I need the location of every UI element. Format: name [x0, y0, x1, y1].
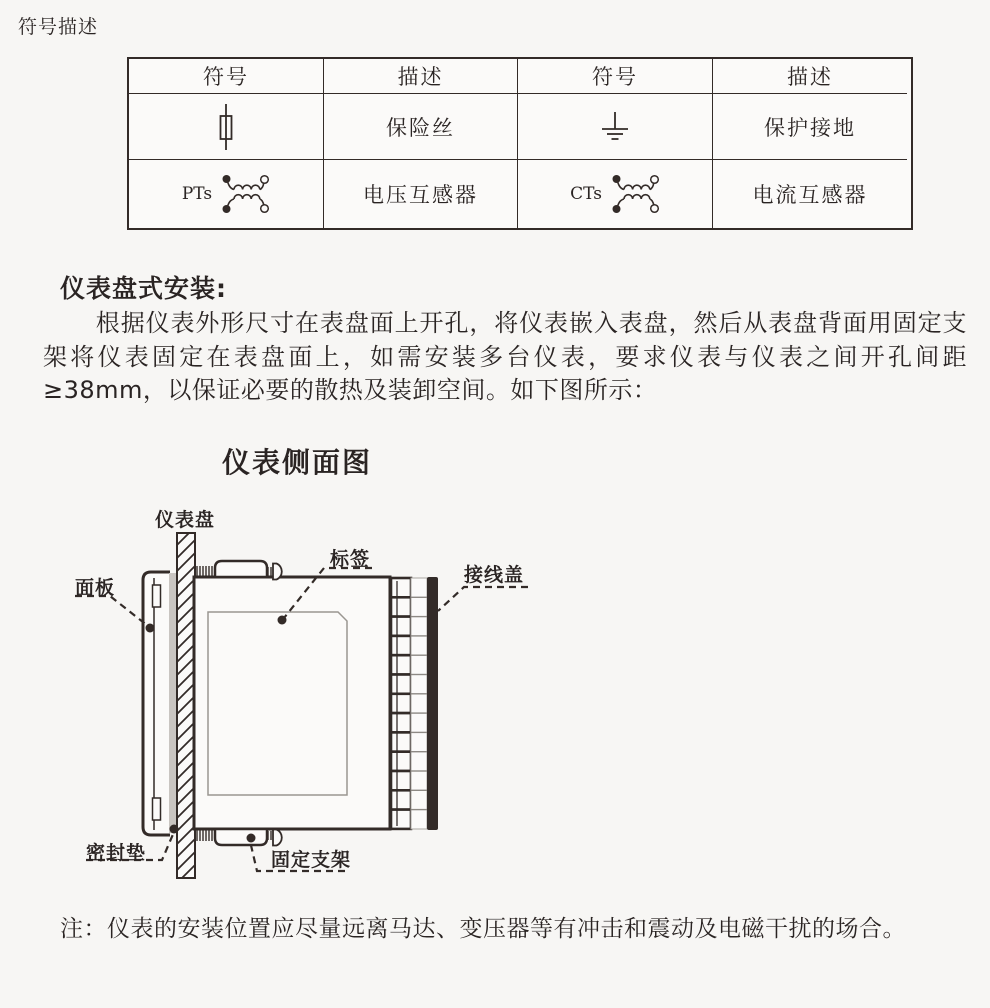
wiring-cover-leader	[438, 587, 528, 611]
label-wiring-cover: 接线盖	[464, 564, 525, 586]
ground-symbol-cell	[518, 94, 713, 160]
voltage-transformer-icon	[218, 172, 270, 216]
instrument-body	[194, 577, 390, 829]
fuse-symbol-cell	[129, 94, 324, 160]
table-header-symbol-1: 符号	[129, 59, 324, 94]
section-paragraph: 根据仪表外形尺寸在表盘面上开孔，将仪表嵌入表盘，然后从表盘背面用固定支架将仪表固定在表盘面上，如需安装多台仪表，要求仪表与仪表之间开孔间距≥38mm，以保证必要的散热及装卸空间。如下图所示：	[43, 309, 967, 404]
earth-ground-icon	[593, 107, 637, 147]
page-title: 符号描述	[18, 16, 99, 38]
ct-prefix: CTs	[570, 184, 602, 204]
front-panel-leader-dot	[146, 624, 155, 633]
ct-desc-cell: 电流互感器	[752, 183, 868, 207]
front-panel-leader	[75, 596, 148, 626]
pt-symbol-cell	[129, 160, 324, 228]
fuse-desc-cell: 保险丝	[324, 94, 518, 160]
section-heading: 仪表盘式安装:	[60, 274, 227, 303]
current-transformer-icon	[608, 172, 660, 216]
pt-desc-cell: 电压互感器	[324, 160, 518, 228]
side-view-diagram	[40, 495, 560, 895]
label-panel-board: 仪表盘	[155, 509, 216, 531]
symbol-table	[127, 57, 913, 230]
label-bracket: 固定支架	[271, 849, 352, 871]
fuse-icon	[206, 99, 246, 155]
table-header-symbol-2: 符号	[518, 59, 713, 94]
diagram-title: 仪表侧面图	[222, 446, 373, 479]
bottom-bracket	[197, 829, 282, 846]
install-note: 注：仪表的安装位置应尽量远离马达、变压器等有冲击和震动及电磁干扰的场合。	[60, 916, 906, 942]
ct-symbol-cell	[518, 160, 713, 228]
terminal-block	[391, 578, 411, 829]
pt-prefix: PTs	[181, 184, 213, 204]
table-header-desc-1: 描述	[324, 59, 518, 94]
front-panel-bezel	[143, 572, 170, 835]
bracket-leader-dot	[247, 834, 256, 843]
ground-desc-cell: 保护接地	[713, 94, 907, 160]
label-front-panel: 面板	[75, 577, 116, 599]
sealing-gasket	[169, 573, 177, 833]
terminal-dividers	[411, 578, 427, 829]
wiring-cover-bar	[427, 577, 438, 830]
label-gasket: 密封垫	[86, 842, 147, 864]
table-header-desc-2: 描述	[713, 59, 907, 94]
gasket-leader-dot	[170, 825, 179, 834]
label-tag: 标签	[330, 548, 371, 570]
